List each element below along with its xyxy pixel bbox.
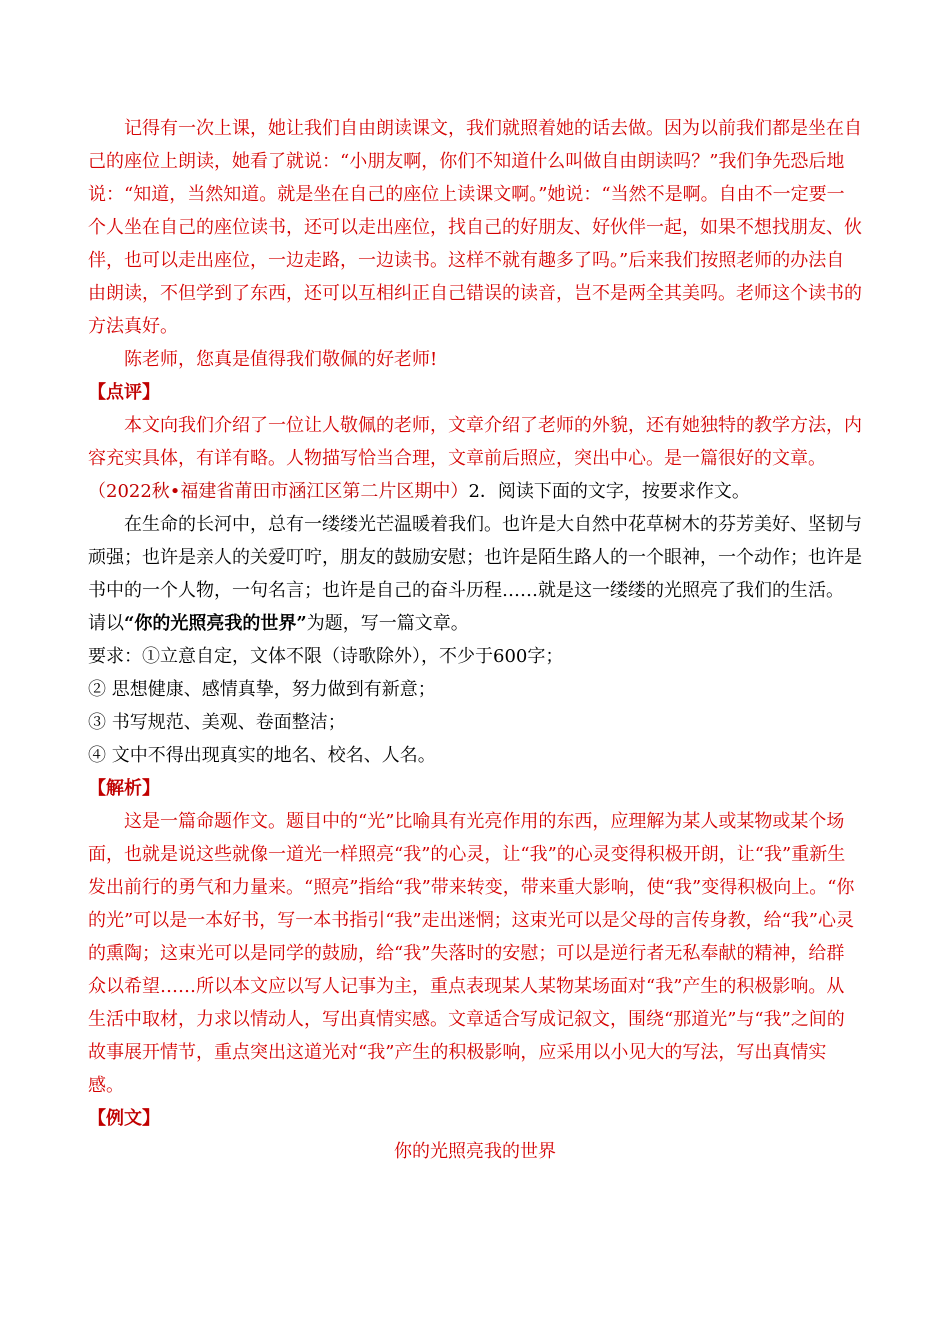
- requirement-1: 要求：①立意自定，文体不限（诗歌除外），不少于600字；: [88, 646, 564, 667]
- example-title: 你的光照亮我的世界: [394, 1141, 556, 1162]
- title-instruction-post: 为题，写一篇文章。: [306, 613, 469, 634]
- question-text: 2．阅读下面的文字，按要求作文。: [468, 481, 750, 502]
- essay-paragraph-2: 陈老师，您真是值得我们敬佩的好老师!: [124, 349, 438, 370]
- requirement-2: ② 思想健康、感情真挚，努力做到有新意；: [88, 679, 436, 700]
- prompt-body: 在生命的长河中，总有一缕缕光芒温暖着我们。也许是大自然中花草树木的芬芳美好、坚韧与顽强；也许是亲人的关爱叮咛，朋友的鼓励安慰；也许是陌生路人的一个眼神，一个动作；也许是书中的一个人物，一句名言；也许是自己的奋斗历程……就是这一缕缕的光照亮了我们的生活。: [88, 514, 862, 601]
- comment-body: 本文向我们介绍了一位让人敬佩的老师，文章介绍了老师的外貌，还有她独特的教学方法，内容充实具体，有详有略。人物描写恰当合理，文章前后照应，突出中心。是一篇很好的文章。: [88, 415, 862, 469]
- question-source: （2022秋•福建省莆田市涵江区第二片区期中）: [88, 481, 469, 502]
- essay-required-title: “你的光照亮我的世界”: [124, 613, 307, 634]
- requirement-4: ④ 文中不得出现真实的地名、校名、人名。: [88, 745, 436, 766]
- title-instruction: [88, 607, 862, 640]
- example-heading: 【例文】: [88, 1108, 160, 1129]
- analysis-heading: 【解析】: [88, 778, 160, 799]
- title-instruction-pre: 请以: [88, 613, 124, 634]
- comment-heading: 【点评】: [88, 382, 160, 403]
- analysis-body: 这是一篇命题作文。题目中的“光”比喻具有光亮作用的东西，应理解为某人或某物或某个场面，也就是说这些就像一道光一样照亮“我”的心灵，让“我”的心灵变得积极开朗，让“我”重新生发出前行的勇气和力量来。“照亮”指给“我”带来转变，带来重大影响，使“我”变得积极向上。“你的光”可以是一本好书，写一本书指引“我”走出迷惘；这束光可以是父母的言传身教，给“我”心灵的熏陶；这束光可以是同学的鼓励，给“我”失落时的安慰；可以是逆行者无私奉献的精神，给群众以希望……所以本文应以写人记事为主，重点表现某人某物某场面对“我”产生的积极影响。从生活中取材，力求以情动人，写出真情实感。文章适合写成记叙文，围绕“那道光”与“我”之间的故事展开情节，重点突出这道光对“我”产生的积极影响，应采用以小见大的写法，写出真情实感。: [88, 811, 855, 1096]
- question-line: [88, 475, 862, 508]
- requirement-3: ③ 书写规范、美观、卷面整洁；: [88, 712, 346, 733]
- essay-paragraph-1: 记得有一次上课，她让我们自由朗读课文，我们就照着她的话去做。因为以前我们都是坐在自己的座位上朗读，她看了就说：“小朋友啊，你们不知道什么叫做自由朗读吗？”我们争先恐后地说：“知道，当然知道。就是坐在自己的座位上读课文啊。”她说：“当然不是啊。自由不一定要一个人坐在自己的座位读书，还可以走出座位，找自己的好朋友、好伙伴一起，如果不想找朋友、伙伴，也可以走出座位，一边走路，一边读书。这样不就有趣多了吗。”后来我们按照老师的办法自由朗读，不但学到了东西，还可以互相纠正自己错误的读音，岂不是两全其美吗。老师这个读书的方法真好。: [88, 118, 862, 337]
